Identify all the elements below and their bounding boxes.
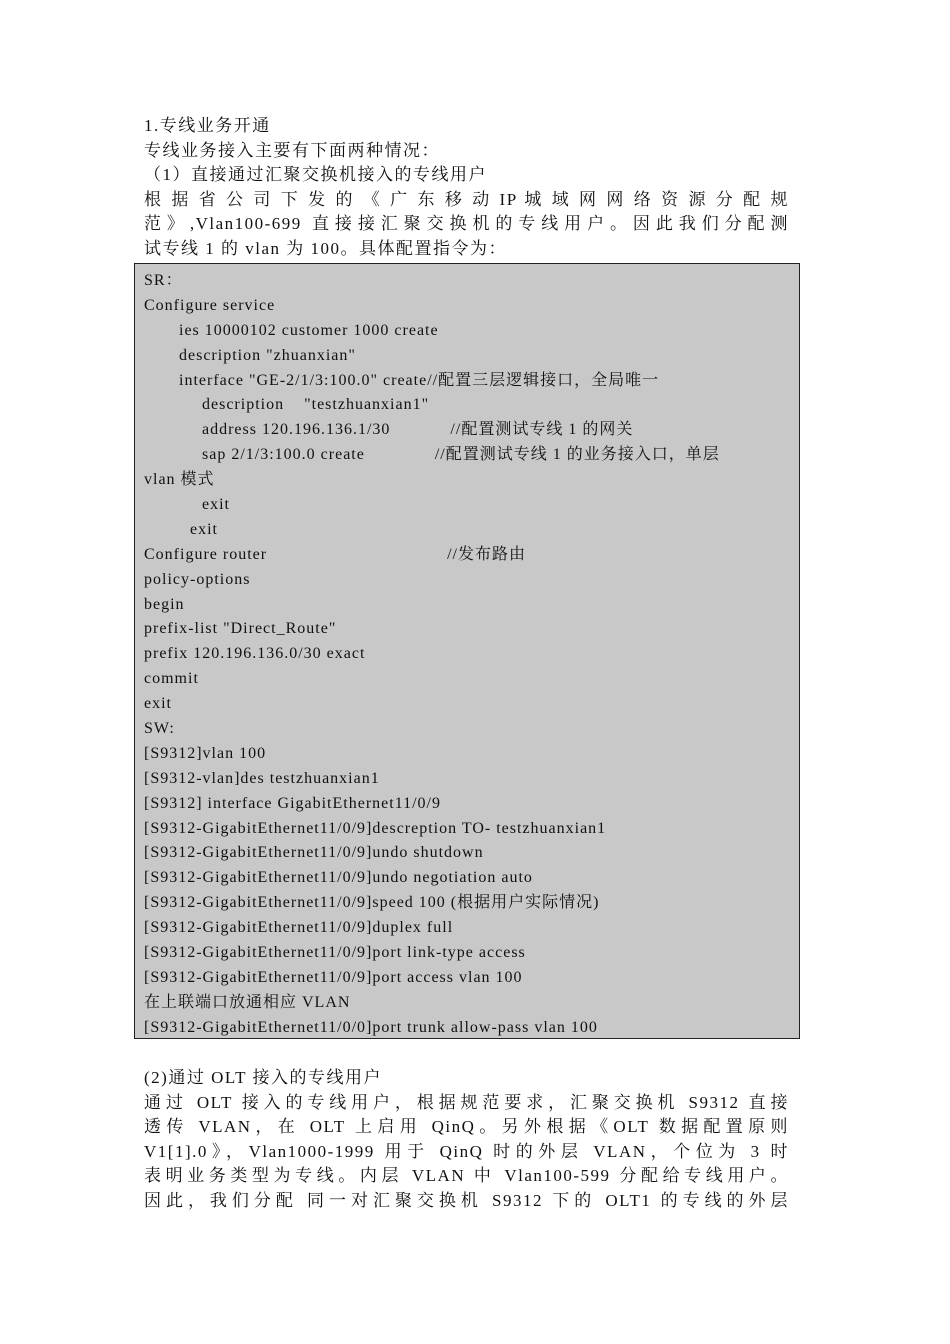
intro-text-line: 根 据 省 公 司 下 发 的 《 广 东 移 动 IP 城 域 网 网 络 资 源 分 配 规 — [144, 189, 789, 209]
code-line: Configure router //发布路由 — [144, 545, 526, 563]
code-line: SR： — [144, 272, 183, 289]
code-line: description "testzhuanxian1" — [202, 396, 430, 414]
code-line: commit — [144, 670, 199, 688]
olt-text-line: 表明业务类型为专线。内层 VLAN 中 Vlan100-599 分配给专线用户。 — [144, 1166, 789, 1185]
code-line: sap 2/1/3:100.0 create //配置测试专线 1 的业务接入口，单层 — [202, 446, 720, 464]
code-line: Configure service — [144, 296, 276, 314]
code-line: vlan 模式 — [144, 471, 215, 489]
code-line: [S9312] interface GigabitEthernet11/0/9 — [144, 794, 441, 812]
code-line: [S9312-GigabitEthernet11/0/9]duplex full — [144, 919, 454, 937]
intro-text-line: 试专线 1 的 vlan 为 100。具体配置指令为： — [144, 238, 508, 258]
code-line: exit — [190, 520, 218, 538]
intro-text-line: 专线业务接入主要有下面两种情况： — [144, 140, 440, 160]
code-line: [S9312-GigabitEthernet11/0/9]port link-type access — [144, 944, 526, 962]
olt-text-line: 通过 OLT 接入的专线用户，根据规范要求，汇聚交换机 S9312 直接 — [144, 1092, 789, 1112]
code-line: [S9312-GigabitEthernet11/0/9]undo negotiation auto — [144, 869, 533, 887]
code-line: interface "GE-2/1/3:100.0" create//配置三层逻辑接口，全局唯一 — [179, 371, 660, 389]
code-line: policy-options — [144, 570, 251, 588]
code-line: [S9312]vlan 100 — [144, 744, 267, 762]
olt-section — [144, 1066, 789, 1213]
code-line: address 120.196.136.1/30 //配置测试专线 1 的网关 — [202, 421, 634, 439]
olt-text-line: 透传 VLAN，在 OLT 上启用 QinQ。另外根据《OLT 数据配置原则 — [144, 1117, 789, 1136]
olt-text-line: 因此，我们分配 同一对汇聚交换机 S9312 下的 OLT1 的专线的外层 — [144, 1190, 789, 1210]
code-line: exit — [144, 695, 172, 713]
config-code-box — [134, 263, 800, 1039]
code-line: [S9312-GigabitEthernet11/0/9]port access vlan 100 — [144, 968, 523, 986]
code-line: [S9312-GigabitEthernet11/0/9]speed 100 (根据用户实际情况) — [144, 894, 600, 912]
code-line: exit — [202, 496, 230, 514]
subsection-heading: (2)通过 OLT 接入的专线用户 — [144, 1068, 382, 1087]
code-line: 在上联端口放通相应 VLAN — [144, 993, 351, 1011]
code-line: [S9312-vlan]des testzhuanxian1 — [144, 769, 380, 787]
section-heading: 1.专线业务开通 — [144, 116, 271, 135]
intro-section — [144, 114, 789, 261]
code-line: [S9312-GigabitEthernet11/0/0]port trunk allow-pass vlan 100 — [144, 1018, 598, 1036]
olt-text-line: V1[1].0》，Vlan1000-1999 用于 QinQ 时的外层 VLAN，个位为 3 时 — [144, 1141, 789, 1161]
code-line: prefix-list "Direct_Route" — [144, 620, 337, 638]
intro-text-line: 范》,Vlan100-699 直接接汇聚交换机的专线用户。因此我们分配测 — [144, 214, 789, 233]
code-line: begin — [144, 595, 185, 613]
code-line: ies 10000102 customer 1000 create — [179, 321, 439, 339]
code-line: [S9312-GigabitEthernet11/0/9]undo shutdown — [144, 844, 484, 862]
config-code-lines — [144, 269, 793, 1041]
subsection-heading: （1）直接通过汇聚交换机接入的专线用户 — [144, 165, 487, 184]
code-line: description "zhuanxian" — [179, 346, 356, 364]
code-line: SW: — [144, 720, 175, 738]
code-line: prefix 120.196.136.0/30 exact — [144, 645, 366, 663]
code-line: [S9312-GigabitEthernet11/0/9]descreption TO- testzhuanxian1 — [144, 819, 607, 837]
